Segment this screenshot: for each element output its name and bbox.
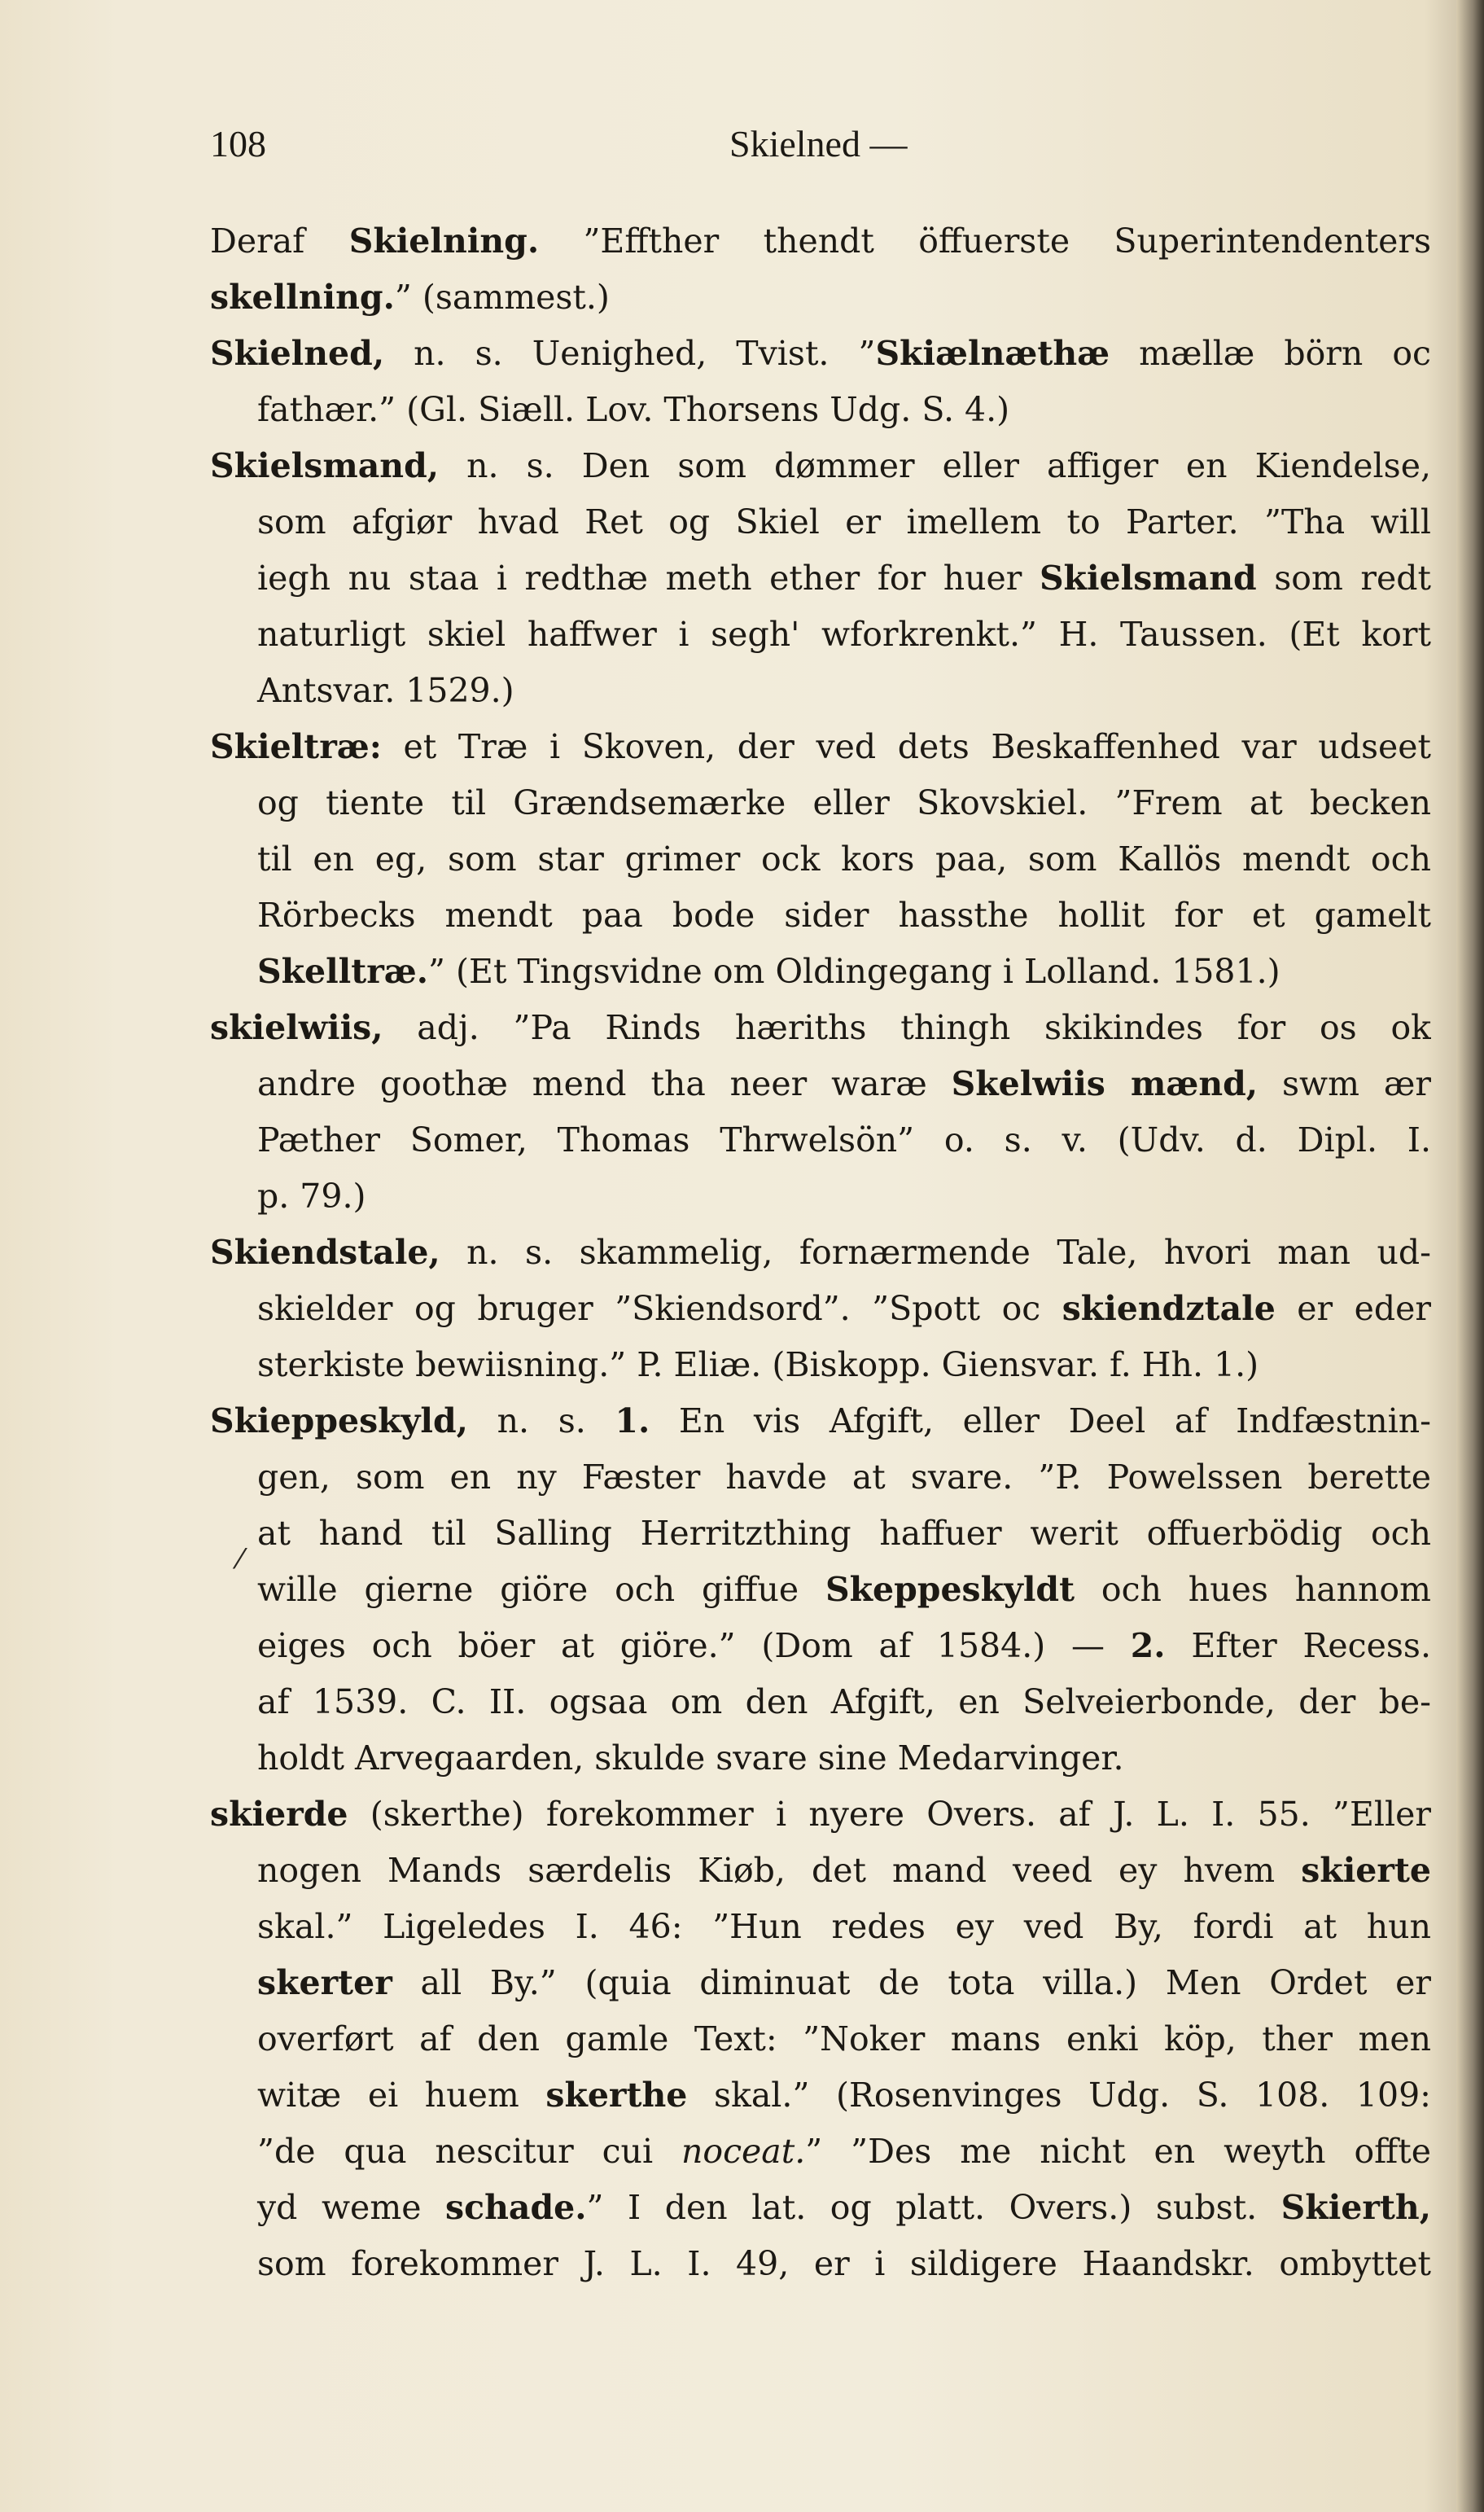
text-line	[210, 2180, 1431, 2236]
text-span: En vis Afgift, eller Deel af Indfæstnin-	[650, 1401, 1431, 1440]
text-span: holdt Arvegaarden, skulde svare sine Medarvinger.	[257, 1738, 1124, 1778]
text-line	[210, 1562, 1431, 1618]
text-line	[210, 888, 1431, 944]
text-line	[210, 438, 1431, 494]
text-span: som redt	[1256, 559, 1431, 598]
text-span: adj. ”Pa Rinds hæriths thingh skikindes for os ok	[383, 1008, 1431, 1047]
text-span: Rörbecks mendt paa bode sider hassthe hollit for et gamelt	[257, 896, 1431, 935]
text-span: at hand til Salling Herritzthing haffuer werit offuerbödig och	[257, 1514, 1431, 1553]
text-span: n. s. skammelig, fornærmende Tale, hvori man ud-	[440, 1233, 1431, 1272]
text-span: p. 79.)	[257, 1177, 366, 1216]
text-line	[210, 831, 1431, 888]
text-span: ” ”Des me nicht en weyth offte	[805, 2132, 1431, 2171]
headword: 1.	[615, 1401, 650, 1440]
text-span: nogen Mands særdelis Kiøb, det mand veed ey hvem	[257, 1851, 1302, 1890]
text-span: mællæ börn oc	[1110, 334, 1431, 373]
text-span: witæ ei huem	[257, 2076, 546, 2115]
text-line	[210, 1225, 1431, 1281]
text-line	[210, 270, 1431, 326]
text-line	[210, 1112, 1431, 1168]
text-span: Pæther Somer, Thomas Thrwelsön” o. s. v. (Udv. d. Dipl. I.	[257, 1120, 1431, 1160]
text-span: overført af den gamle Text: ”Noker mans enki köp, ther men	[257, 2019, 1431, 2058]
text-line	[210, 1506, 1431, 1562]
headword: skerter	[257, 1963, 392, 2002]
text-line	[210, 1393, 1431, 1449]
text-span: skal.” Ligeledes I. 46: ”Hun redes ey ved By, fordi at hun	[257, 1907, 1431, 1946]
headword: Skielsmand,	[210, 446, 440, 485]
text-span: ” (sammest.)	[394, 278, 610, 317]
margin-mark: ⁄	[238, 1543, 243, 1576]
text-span: naturligt skiel haffwer i segh' wforkrenkt.” H. Taussen. (Et kort	[257, 615, 1431, 654]
text-line	[210, 663, 1431, 719]
page-header	[210, 122, 1431, 179]
headword: Skelltræ.	[257, 952, 429, 991]
text-span: swm ær	[1258, 1064, 1431, 1103]
text-line	[210, 775, 1431, 831]
text-line	[210, 719, 1431, 775]
text-line	[210, 1056, 1431, 1112]
text-span: gen, som en ny Fæster havde at svare. ”P. Powelssen berette	[257, 1458, 1431, 1497]
text-span: andre goothæ mend tha neer waræ	[257, 1064, 952, 1103]
text-span: af 1539. C. II. ogsaa om den Afgift, en Selveierbonde, der be-	[257, 1682, 1431, 1721]
headword: schade.	[445, 2188, 587, 2227]
text-span: som afgiør hvad Ret og Skiel er imellem to Parter. ”Tha will	[257, 502, 1431, 541]
text-span: n. s. Den som dømmer eller affiger en Kiendelse,	[439, 446, 1431, 485]
page-number: 108	[210, 123, 266, 164]
headword: Skiælnæthæ	[875, 334, 1110, 373]
text-line	[210, 1899, 1431, 1955]
text-span: Efter Recess.	[1165, 1626, 1431, 1665]
text-line	[210, 326, 1431, 382]
text-line	[210, 1281, 1431, 1337]
text-span: n. s. Uenighed, Tvist. ”	[384, 334, 876, 373]
text-span: sterkiste bewiisning.” P. Eliæ. (Biskopp. Giensvar. f. Hh. 1.)	[257, 1345, 1259, 1384]
text-line	[210, 1618, 1431, 1674]
text-line	[210, 1730, 1431, 1786]
headword: skellning.	[210, 278, 395, 317]
text-line	[210, 944, 1431, 1000]
text-line	[210, 213, 1431, 270]
text-span: skal.” (Rosenvinges Udg. S. 108. 109:	[687, 2076, 1431, 2115]
text-span: yd weme	[257, 2188, 446, 2227]
text-line	[210, 1674, 1431, 1730]
headword: Skielning.	[348, 221, 540, 261]
text-span: (skerthe) forekommer i nyere Overs. af J. L. I. 55. ”Eller	[348, 1795, 1431, 1834]
headword: skerthe	[545, 2076, 688, 2115]
text-line	[210, 2236, 1431, 2292]
text-span: Deraf	[210, 221, 349, 261]
text-span: eiges och böer at giöre.” (Dom af 1584.) —	[257, 1626, 1131, 1665]
text-line	[210, 1843, 1431, 1899]
text-span: til en eg, som star grimer ock kors paa, som Kallös mendt och	[257, 840, 1431, 879]
text-span: og tiente til Grændsemærke eller Skovskiel. ”Frem at becken	[257, 783, 1431, 822]
headword: Skielsmand	[1039, 559, 1257, 598]
text-span: wille gierne giöre och giffue	[257, 1570, 825, 1609]
headword: skierte	[1301, 1851, 1431, 1890]
text-span: och hues hannom	[1075, 1570, 1431, 1609]
text-line	[210, 494, 1431, 550]
text-span: er eder	[1275, 1289, 1431, 1328]
text-span: ” (Et Tingsvidne om Oldingegang i Lolland. 1581.)	[428, 952, 1280, 991]
headword: skiendztale	[1062, 1289, 1276, 1328]
text-line	[210, 550, 1431, 607]
text-span: et Træ i Skoven, der ved dets Beskaffenhed var udseet	[381, 727, 1431, 766]
headword: Skelwiis mænd,	[951, 1064, 1259, 1103]
text-line	[210, 1786, 1431, 1843]
text-span: Antsvar. 1529.)	[257, 671, 514, 710]
headword: Skeppeskyldt	[825, 1570, 1075, 1609]
headword: 2.	[1130, 1626, 1166, 1665]
text-span: ”Effther thendt öffuerste Superintendenters	[539, 221, 1431, 261]
text-line	[210, 1337, 1431, 1393]
text-span: som forekommer J. L. I. 49, er i sildigere Haandskr. ombyttet	[257, 2244, 1431, 2283]
headword: Skielned,	[210, 334, 385, 373]
text-line	[210, 2124, 1431, 2180]
headword: skierde	[210, 1795, 348, 1834]
text-span: skielder og bruger ”Skiendsord”. ”Spott oc	[257, 1289, 1062, 1328]
text-span: ”de qua nescitur cui	[257, 2132, 681, 2171]
text-line	[210, 2067, 1431, 2124]
text-line	[210, 1168, 1431, 1225]
headword: Skiendstale,	[210, 1233, 440, 1272]
headword: Skieppeskyld,	[210, 1401, 468, 1440]
text-span: fathær.” (Gl. Siæll. Lov. Thorsens Udg. S. 4.)	[257, 390, 1010, 429]
text-line	[210, 1955, 1431, 2011]
text-line	[210, 2011, 1431, 2067]
text-span: iegh nu staa i redthæ meth ether for huer	[257, 559, 1040, 598]
headword: Skieltræ:	[210, 727, 382, 766]
text-line	[210, 382, 1431, 438]
page-edge	[1456, 0, 1484, 2512]
text-line	[210, 1000, 1431, 1056]
text-span: noceat.	[681, 2132, 806, 2171]
text-span: n. s.	[467, 1401, 615, 1440]
running-head: Skielned —	[729, 123, 908, 164]
text-line	[210, 607, 1431, 663]
headword: skielwiis,	[210, 1008, 383, 1047]
dictionary-text	[210, 213, 1431, 2292]
headword: Skierth,	[1280, 2188, 1431, 2227]
text-span: all By.” (quia diminuat de tota villa.) Men Ordet er	[392, 1963, 1431, 2002]
text-line	[210, 1449, 1431, 1506]
text-span: ” I den lat. og platt. Overs.) subst.	[586, 2188, 1281, 2227]
